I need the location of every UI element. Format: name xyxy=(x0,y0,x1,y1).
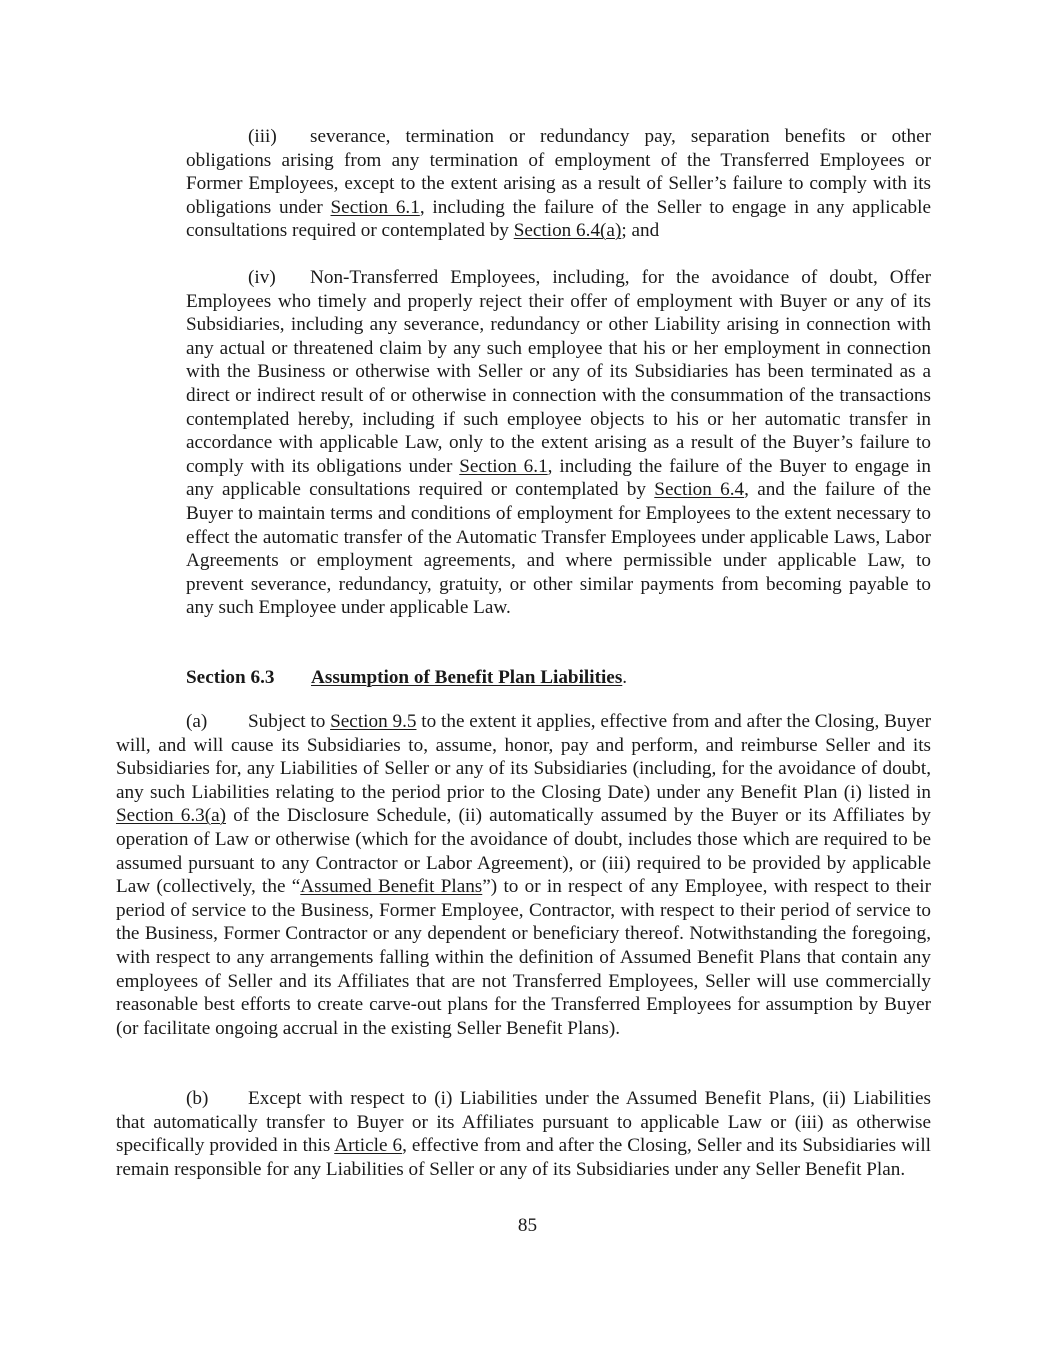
section-title-period: . xyxy=(622,667,628,688)
clause-text: of the Disclosure Schedule, (ii) automatically assumed by the Buyer or its Affiliates by operation of Law or otherwise (which for the avoidance of doubt, includes those which are required to be assumed pursuant to any Contractor or Labor Agreement), or (iii) required to be provided by applicable Law (collectively, the “ xyxy=(116,805,931,898)
clause-label: (iv) xyxy=(248,267,276,288)
section-heading xyxy=(186,666,627,690)
clause-label: (iii) xyxy=(248,126,277,147)
clause-label: (b) xyxy=(186,1088,209,1109)
clause-text: ; and xyxy=(621,220,660,242)
cross-reference-link[interactable]: Section 6.1 xyxy=(330,196,420,218)
clause-text: severance, termination or redundancy pay, separation benefits or other obligations arising from any termination of employment of the Transferred Employees or Former Employees, except to the extent arising as a result of Seller’s failure to comply with its obligations under xyxy=(186,126,931,218)
clause-text: Except with respect to (i) Liabilities under the Assumed Benefit Plans, (ii) Liabilities that automatically transfer to Buyer or its Affiliates pursuant to applicable Law or (iii) as otherwise specifically provided in this xyxy=(116,1088,931,1157)
clause-label: (a) xyxy=(186,711,208,732)
cross-reference-link[interactable]: Article 6 xyxy=(334,1135,403,1157)
clause-iv-paragraph xyxy=(186,266,931,620)
clause-a-paragraph xyxy=(116,710,931,1040)
section-title: Assumption of Benefit Plan Liabilities xyxy=(311,667,623,688)
defined-term: Assumed Benefit Plans xyxy=(300,876,483,898)
clause-text: ”) to or in respect of any Employee, with respect to their period of service to the Business, Former Employee, Contractor, with respect to their period of service to the Business, Former Contractor or any dependent or beneficiary thereof. Notwithstanding the foregoing, with respect to any arrangements falling within the definition of Assumed Benefit Plans that contain any employees of Seller and its Affiliates that are not Transferred Employees, Seller will use commercially reasonable best efforts to create carve-out plans for the Transferred Employees for assumption by Buyer (or facilitate ongoing accrual in the existing Seller Benefit Plans). xyxy=(116,876,931,1039)
cross-reference-link[interactable]: Section 6.1 xyxy=(459,455,548,477)
cross-reference-link[interactable]: Section 6.4(a) xyxy=(513,220,622,242)
clause-iii-paragraph xyxy=(186,125,931,243)
clause-b-paragraph xyxy=(116,1087,931,1181)
cross-reference-link[interactable]: Section 6.4 xyxy=(654,479,745,501)
cross-reference-link[interactable]: Section 6.3(a) xyxy=(116,805,227,827)
page-number: 85 xyxy=(517,1215,538,1236)
clause-text: to the extent it applies, effective from and after the Closing, Buyer will, and will cause its Subsidiaries to, assume, honor, pay and perform, and reimburse Seller and its Subsidiaries for, any Liabilities of Seller or any of its Subsidiaries (including, for the avoidance of doubt, any such Liabilities relating to the period prior to the Closing Date) under any Benefit Plan (i) listed in xyxy=(116,711,931,803)
clause-text: , effective from and after the Closing, Seller and its Subsidiaries will remain responsible for any Liabilities of Seller or any of its Subsidiaries under any Seller Benefit Plan. xyxy=(116,1135,931,1180)
clause-text: , including the failure of the Seller to engage in any applicable consultations required or contemplated by xyxy=(186,196,931,242)
clause-text: Subject to xyxy=(248,711,331,732)
clause-text: , including the failure of the Buyer to engage in any applicable consultations required or contemplated by xyxy=(186,455,931,501)
section-number: Section 6.3 xyxy=(186,667,275,688)
clause-text: , and the failure of the Buyer to maintain terms and conditions of employment for Employees to the extent necessary to effect the automatic transfer of the Automatic Transfer Employees under applicable Laws, Labor Agreements or employment agreements, and where permissible under applicable Law, to prevent severance, redundancy, gratuity, or other similar payments from becoming payable to any such Employee under applicable Law. xyxy=(186,479,931,619)
clause-text: Non-Transferred Employees, including, for the avoidance of doubt, Offer Employees who timely and properly reject their offer of employment with Buyer or any of its Subsidiaries, including any severance, redundancy or other Liability arising in connection with any actual or threatened claim by any such employee that his or her employment in connection with the Business or otherwise with Seller or any of its Subsidiaries has been terminated as a direct or indirect result of or otherwise in connection with the consummation of the transactions contemplated hereby, including if such employee objects to his or her automatic transfer in accordance with applicable Law, only to the extent arising as a result of the Buyer’s failure to comply with its obligations under xyxy=(186,267,931,477)
cross-reference-link[interactable]: Section 9.5 xyxy=(330,711,417,732)
